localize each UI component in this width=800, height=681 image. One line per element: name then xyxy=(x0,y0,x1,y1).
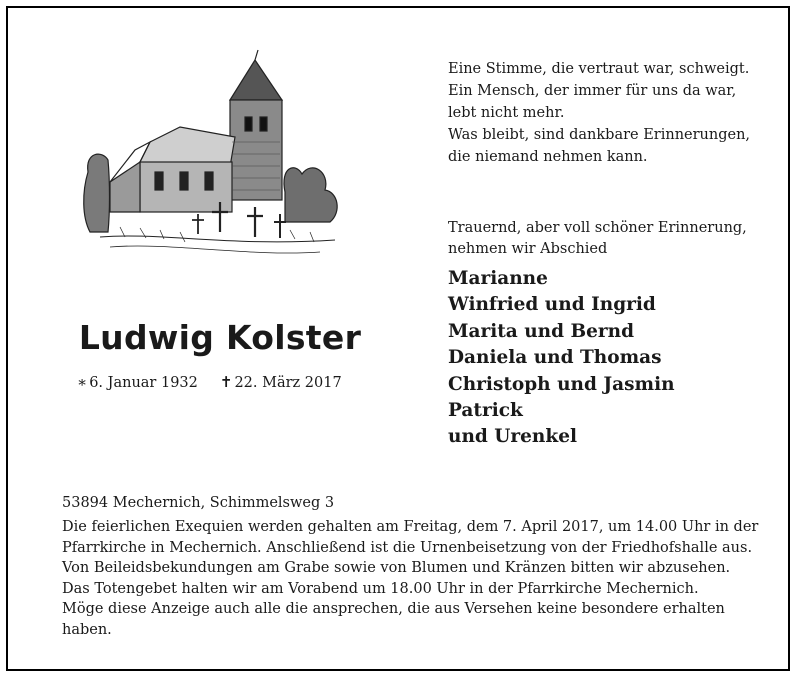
death-date: 22. März 2017 xyxy=(234,375,342,391)
notice-line: Die feierlichen Exequien werden gehalten am Freitag, dem 7. April 2017, um 14.00 Uhr in der xyxy=(62,519,759,535)
notice-line: Pfarrkirche in Mechernich. Anschließend ist die Urnenbeisetzung von der Friedhofshalle aus. xyxy=(62,539,753,556)
mourner-name: Daniela und Thomas xyxy=(448,347,662,369)
poem-line: lebt nicht mehr. xyxy=(448,105,565,121)
birth-star-icon: ∗ xyxy=(77,373,88,391)
mourning-line: Trauernd, aber voll schöner Erinnerung, xyxy=(448,220,747,236)
mourner-name: Marianne xyxy=(448,268,548,289)
notice-line: Möge diese Anzeige auch alle die ansprechen, die aus Versehen keine besondere erhalten xyxy=(62,601,725,618)
notice-line: haben. xyxy=(62,621,112,638)
life-dates xyxy=(77,373,367,391)
poem-line: Eine Stimme, die vertraut war, schweigt. xyxy=(448,61,750,77)
family-address: 53894 Mechernich, Schimmelsweg 3 xyxy=(62,495,335,511)
poem-line: Ein Mensch, der immer für uns da war, xyxy=(448,83,737,99)
church-sketch-illustration xyxy=(80,42,350,272)
mourning-intro xyxy=(448,218,778,260)
notice-line: Von Beileidsbekundungen am Grabe sowie von Blumen und Kränzen bitten wir abzusehen. xyxy=(62,560,731,577)
mourner-names xyxy=(448,266,778,451)
poem-line: die niemand nehmen kann. xyxy=(448,149,648,165)
service-notice xyxy=(62,517,759,641)
deceased-name: Ludwig Kolster xyxy=(78,318,362,357)
notice-line: Das Totengebet halten wir am Vorabend um 18.00 Uhr in der Pfarrkirche Mechernich. xyxy=(62,580,699,597)
mourner-name: und Urenkel xyxy=(448,426,577,448)
death-cross-icon: ✝ xyxy=(219,373,233,391)
poem xyxy=(448,58,778,168)
birth-date: 6. Januar 1932 xyxy=(89,375,198,391)
mourning-line: nehmen wir Abschied xyxy=(448,241,608,257)
mourner-name: Christoph und Jasmin xyxy=(448,373,675,395)
mourner-name: Patrick xyxy=(448,400,523,422)
mourner-name: Marita und Bernd xyxy=(448,320,635,342)
poem-line: Was bleibt, sind dankbare Erinnerungen, xyxy=(448,127,751,143)
mourner-name: Winfried und Ingrid xyxy=(448,294,656,316)
